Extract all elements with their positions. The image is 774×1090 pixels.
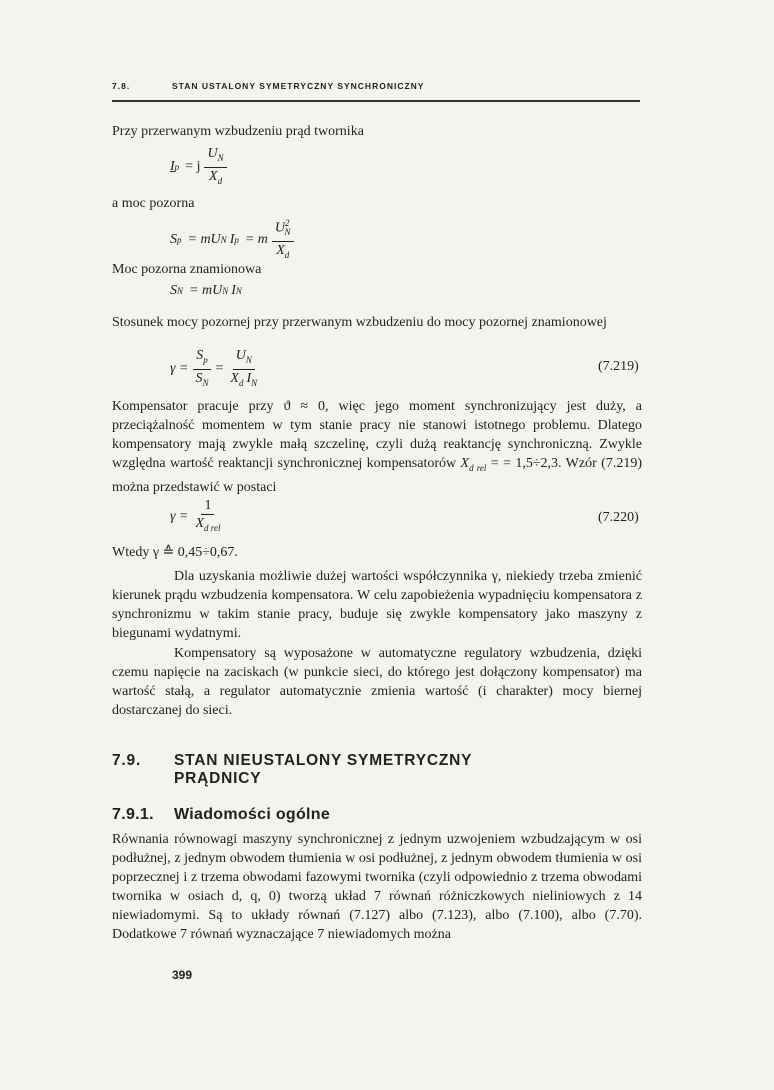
paragraph-5: Kompensator pracuje przy ϑ ≈ 0, więc jego moment synchronizujący jest duży, a przeciążalność momentem w tym stanie pracy nie stanowi istotnego problemu. Dlatego kompensatory mają zwykle małą szczelinę, czyli dużą reaktancję synchroniczną. Zwykle względna wartość reaktancji synchronicznej kompensatorów $X_{d rel}$ = = 1,5÷2,3. Wzór (7.219) można przedstawić w postaci bbox=[112, 399, 642, 495]
equation-armature-current: I p = j $\frac{U_N}{X_d}$ bbox=[170, 146, 231, 189]
subsection-heading-7-9-1: 7.9.1. Wiadomości ogólne bbox=[112, 806, 331, 823]
paragraph-6: Wtedy γ ≙ 0,45÷0,67. bbox=[112, 545, 238, 560]
paragraph-1: Przy przerwanym wzbudzeniu prąd twornika bbox=[112, 124, 364, 139]
fraction: $\frac{U_N}{X_d I_N}$ bbox=[230, 348, 258, 388]
paragraph-4: Stosunek mocy pozornej przy przerwanym wzbudzeniu do mocy pozornej znamionowej bbox=[112, 315, 607, 330]
paragraph-7: Dla uzyskania możliwie dużej wartości współczynnika γ, niekiedy trzeba zmienić kierunek prądu wzbudzenia kompensatora. W celu zapobieżenia wypadnięciu kompensatora z synchronizmu w takim stanie pracy, buduje się zwykle kompensatory jako maszyny z biegunami wydatnymi. bbox=[112, 569, 642, 641]
paragraph-3: Moc pozorna znamionowa bbox=[112, 262, 262, 277]
equation-number-7-220: (7.220) bbox=[598, 510, 639, 525]
equation-apparent-power: S p = mU N I p = m $\frac{U^2_N}{X_d}$ bbox=[170, 216, 298, 263]
fraction: $\frac{1}{X_{d rel}}$ bbox=[195, 498, 221, 533]
fraction: $\frac{U_N}{X_d}$ bbox=[204, 146, 226, 189]
header-rule bbox=[112, 100, 640, 102]
equation-7-220: γ = $\frac{1}{X_{d rel}}$ bbox=[170, 498, 227, 536]
equation-rated-apparent-power: S N = mU N I N bbox=[170, 283, 242, 298]
equation-number-7-219: (7.219) bbox=[598, 359, 639, 374]
running-header-title: STAN USTALONY SYMETRYCZNY SYNCHRONICZNY bbox=[172, 81, 425, 91]
equation-7-219: γ = $\frac{S_p}{S_N}$ = $\frac{U_N}{X_d I_N}$ bbox=[170, 348, 264, 391]
page-number: 399 bbox=[172, 968, 193, 982]
paragraph-9: Równania równowagi maszyny synchronicznej z jednym uzwojeniem wzbudzającym w osi podłużnej, z jednym obwodem tłumienia w osi podłużnej, z jednym obwodem tłumienia w osi poprzecznej i z trzema obwodami fazowymi twornika (czyli odpowiednio z trzema obwodami twornika w osiach d, q, 0) tworzą układ 7 równań różniczkowych nieliniowych z 14 niewiadomymi. Są to układy równań (7.127) albo (7.123), albo (7.100), albo (7.70). Dodatkowe 7 równań wyznaczające 7 niewiadomych można bbox=[112, 832, 642, 942]
fraction: $\frac{S_p}{S_N}$ bbox=[192, 348, 211, 391]
book-page: 7.8. STAN USTALONY SYMETRYCZNY SYNCHRONICZNY Przy przerwanym wzbudzeniu prąd twornika I p = j $\frac{U_N}{X_d}$ a moc pozorna S p = mU N I p = m $\frac{U^2_N}{X_d}$ Moc pozorna znamionowa S N = mU N I N Stosunek mocy pozornej przy przerwanym wzbudzeniu do mocy pozornej znamionowej γ = $\frac{S_p}{S_N}$ = $\frac{U_N}{X_d I_N}$ (7.219) Kompensator pracuje przy ϑ ≈ 0, więc jego moment synchronizujący jest duży, a przeciążalność momentem w tym stanie pracy nie stanowi istotnego problemu. Dlatego kompensatory mają zwykle małą szczelinę, czyli dużą reaktancję synchroniczną. Zwykle względna wartość reaktancji synchronicznej kompensatorów $X_{d rel}$ = = 1,5÷2,3. Wzór (7.219) można przedstawić w postaci γ = $\frac{1}{X_{d rel}}$ (7.220) Wtedy γ ≙ 0,45÷0,67. Dla uzyskania możliwie dużej wartości współczynnika γ, niekiedy trzeba zmienić kierunek prądu wzbudzenia kompensatora. W celu zapobieżenia wypadnięciu kompensatora z synchronizmu w takim stanie pracy, buduje się zwykle kompensatory jako maszyny z biegunami wydatnymi. Kompensatory są wyposażone w automatyczne regulatory wzbudzenia, dzięki czemu napięcie na zaciskach (w punkcie sieci, do którego jest dołączony kompensator) ma wartość stałą, a regulator automatycznie zmienia wartość (i charakter) mocy biernej dostarczanej do sieci. 7.9. STAN NIEUSTALONY SYMETRYCZNY PRĄDNICY 7.9.1. Wiadomości ogólne Równania równowagi maszyny synchronicznej z jednym uzwojeniem wzbudzającym w osi podłużnej, z jednym obwodem tłumienia w osi podłużnej, z jednym obwodem tłumienia w osi poprzecznej i z trzema obwodami fazowymi twornika (czyli odpowiednio z trzema obwodami twornika w osiach d, q, 0) tworzą układ 7 równań różniczkowych nieliniowych z 14 niewiadomymi. Są to układy równań (7.127) albo (7.123), albo (7.100), albo (7.70). Dodatkowe 7 równań wyznaczające 7 niewiadomych można 399 bbox=[112, 81, 642, 982]
paragraph-8: Kompensatory są wyposażone w automatyczne regulatory wzbudzenia, dzięki czemu napięcie na zaciskach (w punkcie sieci, do którego jest dołączony kompensator) ma wartość stałą, a regulator automatycznie zmienia wartość (i charakter) mocy biernej dostarczanej do sieci. bbox=[112, 646, 642, 718]
running-header-section: 7.8. bbox=[112, 81, 131, 91]
paragraph-2: a moc pozorna bbox=[112, 196, 195, 211]
fraction: $\frac{U^2_N}{X_d}$ bbox=[272, 216, 294, 263]
running-header bbox=[112, 81, 640, 91]
